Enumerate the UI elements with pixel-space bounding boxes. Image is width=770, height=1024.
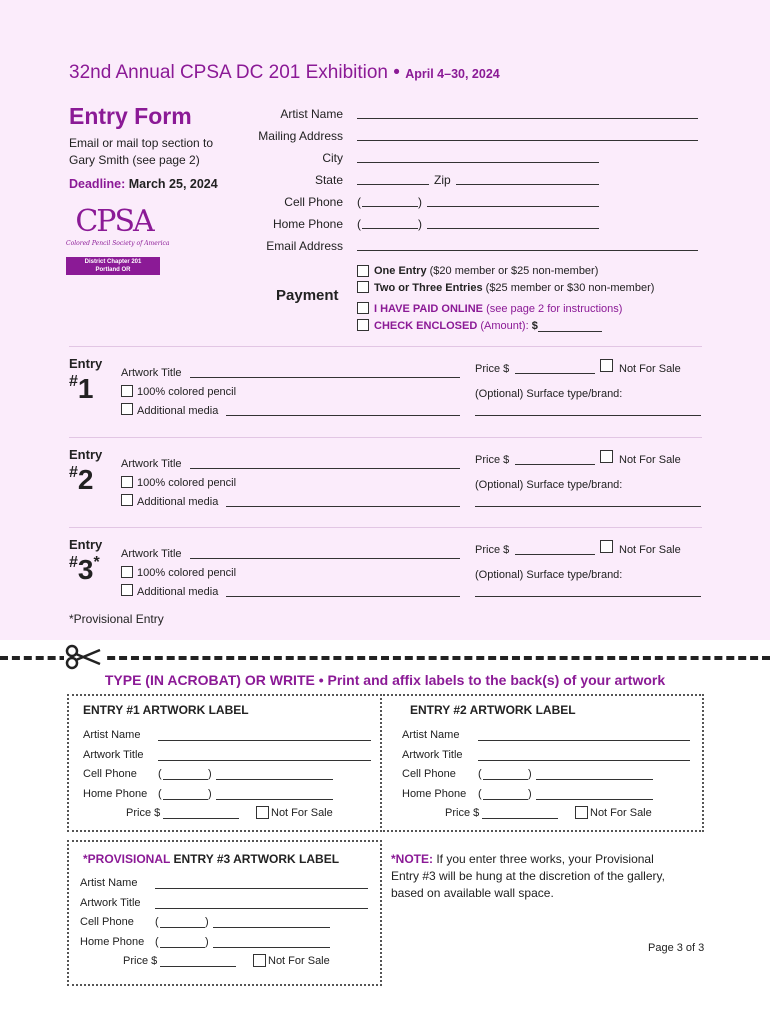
colored-pencil-label: 100% colored pencil	[137, 386, 237, 398]
colored-pencil-label: 100% colored pencil	[137, 567, 237, 579]
price-field[interactable]	[515, 543, 595, 555]
zip-label: Zip	[434, 173, 451, 187]
label-cell-phone-area-code-field[interactable]	[160, 916, 205, 928]
additional-media-field[interactable]	[226, 585, 460, 597]
not-for-sale-label: Not For Sale	[619, 454, 681, 466]
entry-hash: #	[69, 373, 78, 390]
surface-field[interactable]	[475, 404, 701, 416]
label-not-for-sale-text: Not For Sale	[271, 807, 333, 819]
label-not-for-sale-checkbox[interactable]	[575, 806, 588, 819]
form-title: Entry Form	[69, 103, 192, 129]
label-title: ENTRY #1 ARTWORK LABEL	[83, 703, 249, 717]
logo-letters: CPSA	[75, 204, 153, 239]
label-artist-name-field[interactable]	[155, 877, 368, 889]
price-text: Price	[475, 454, 501, 466]
home-area-close: )	[418, 217, 422, 231]
exhibition-title	[69, 62, 500, 84]
price-text: Price	[475, 544, 501, 556]
area-close: )	[528, 768, 532, 780]
label-cell-phone-field[interactable]	[536, 768, 653, 780]
label-cell-phone-label: Cell Phone	[402, 768, 456, 780]
area-close: )	[208, 787, 212, 800]
label-artwork-title-field[interactable]	[478, 749, 690, 761]
exhibition-dates: April 4–30, 2024	[405, 67, 500, 81]
area-close: )	[205, 935, 209, 948]
label-artist-name-label: Artist Name	[402, 729, 460, 741]
price-dollar: $	[503, 363, 510, 375]
not-for-sale-label: Not For Sale	[619, 544, 681, 556]
label-cell-phone-field[interactable]	[213, 916, 330, 928]
label-home-phone-field[interactable]	[536, 788, 653, 800]
logo-chapter-line-1: District Chapter 201	[84, 259, 142, 265]
label-home-phone-field[interactable]	[213, 936, 330, 948]
one-entry-option	[374, 265, 598, 277]
note-line-1: If you enter three works, your Provisional	[436, 852, 654, 866]
labels-heading: TYPE (IN ACROBAT) OR WRITE • Print and affix labels to the back(s) of your artwork	[104, 672, 666, 688]
paid-online-checkbox[interactable]	[357, 302, 369, 314]
additional-media-field[interactable]	[226, 404, 460, 416]
entry-heading: Entry	[69, 537, 103, 552]
not-for-sale-label: Not For Sale	[619, 363, 681, 375]
home-area-open: (	[357, 217, 361, 231]
area-close: )	[528, 787, 532, 800]
cpsa-logo	[66, 204, 170, 285]
label-not-for-sale-text: Not For Sale	[268, 955, 330, 967]
paid-online-label: I HAVE PAID ONLINE	[374, 303, 483, 315]
surface-label: (Optional) Surface type/brand:	[475, 388, 623, 400]
logo-chapter-line-2: Portland OR	[95, 267, 131, 273]
price-field[interactable]	[515, 453, 595, 465]
area-close: )	[205, 916, 209, 928]
label-home-phone-area-code-field[interactable]	[483, 788, 528, 800]
price-dollar: $	[503, 544, 510, 556]
home-area-code-field[interactable]	[362, 217, 418, 229]
logo-chapter-badge	[66, 257, 160, 275]
label-not-for-sale-text: Not For Sale	[590, 807, 652, 819]
label-home-phone-area-code-field[interactable]	[160, 936, 205, 948]
entry-hash: #	[69, 554, 78, 571]
note-line-3: based on available wall space.	[391, 886, 554, 900]
one-entry-label: One Entry	[374, 265, 427, 277]
provisional-prefix: *PROVISIONAL	[83, 852, 171, 866]
not-for-sale-checkbox[interactable]	[600, 450, 613, 463]
area-open: (	[478, 787, 482, 800]
two-three-entries-label: Two or Three Entries	[374, 282, 483, 294]
cell-area-code-field[interactable]	[362, 195, 418, 207]
label-price-label: Price $	[126, 807, 161, 819]
label-artist-name-label: Artist Name	[83, 729, 141, 741]
page-number: Page 3 of 3	[648, 942, 705, 954]
state-field[interactable]	[357, 173, 429, 185]
label-artwork-title-field[interactable]	[158, 749, 371, 761]
entry-number	[69, 554, 100, 586]
check-enclosed-checkbox[interactable]	[357, 319, 369, 331]
colored-pencil-checkbox[interactable]	[121, 385, 133, 397]
deadline-label: Deadline:	[69, 177, 126, 191]
price-text: Price	[475, 363, 501, 375]
label-artist-name-field[interactable]	[158, 729, 371, 741]
colored-pencil-checkbox[interactable]	[121, 476, 133, 488]
label-artwork-title-label: Artwork Title	[402, 748, 463, 761]
artwork-title-label: Artwork Title	[121, 548, 182, 560]
two-three-entries-option	[374, 282, 654, 294]
additional-media-field[interactable]	[226, 495, 460, 507]
price-field[interactable]	[515, 362, 595, 374]
state-label: State	[314, 173, 343, 187]
scissors-icon	[64, 642, 104, 672]
instructions-line-1: Email or mail top section to	[69, 136, 214, 150]
additional-media-checkbox[interactable]	[121, 494, 133, 506]
artwork-title-field[interactable]	[190, 547, 460, 559]
submission-instructions	[69, 135, 213, 169]
area-open: (	[478, 768, 482, 780]
label-home-phone-field[interactable]	[216, 788, 333, 800]
label-price-label: Price $	[123, 955, 158, 967]
entry-3-label-title	[83, 852, 339, 866]
label-price-field[interactable]	[482, 807, 558, 819]
two-three-entries-price: ($25 member or $30 non-member)	[485, 282, 655, 294]
additional-media-checkbox[interactable]	[121, 403, 133, 415]
entry-hash: #	[69, 464, 78, 481]
area-open: (	[158, 787, 162, 800]
home-phone-field[interactable]	[427, 217, 599, 229]
artwork-title-label: Artwork Title	[121, 367, 182, 379]
label-cell-phone-area-code-field[interactable]	[163, 768, 208, 780]
mailing-address-label: Mailing Address	[258, 129, 343, 143]
one-entry-checkbox[interactable]	[357, 265, 369, 277]
cell-phone-label: Cell Phone	[284, 195, 343, 209]
additional-media-label: Additional media	[137, 496, 219, 508]
check-amount-label: (Amount):	[480, 320, 529, 332]
label-artwork-title-field[interactable]	[155, 897, 368, 909]
label-home-phone-area-code-field[interactable]	[163, 788, 208, 800]
check-enclosed-option	[374, 320, 538, 332]
entry-number	[69, 373, 93, 405]
cut-line	[0, 656, 770, 660]
entry-divider	[69, 527, 702, 528]
email-address-field[interactable]	[357, 239, 698, 251]
entry-divider	[69, 346, 702, 347]
entry-number-value: 2	[77, 464, 94, 495]
area-open: (	[158, 768, 162, 780]
entry-heading: Entry	[69, 447, 103, 462]
colored-pencil-label: 100% colored pencil	[137, 477, 237, 489]
label-price-field[interactable]	[160, 955, 236, 967]
provisional-entry-note: *Provisional Entry	[69, 612, 164, 626]
note-line-2: Entry #3 will be hung at the discretion of the gallery,	[391, 869, 665, 883]
surface-field[interactable]	[475, 495, 701, 507]
label-cell-phone-label: Cell Phone	[80, 916, 134, 928]
logo-subtitle: Colored Pencil Society of America	[66, 240, 170, 247]
one-entry-price: ($20 member or $25 non-member)	[429, 265, 599, 277]
entry-number	[69, 464, 93, 496]
not-for-sale-checkbox[interactable]	[600, 359, 613, 372]
label-artist-name-label: Artist Name	[80, 877, 138, 889]
check-amount-field[interactable]	[538, 320, 602, 332]
two-three-entries-checkbox[interactable]	[357, 281, 369, 293]
label-cell-phone-field[interactable]	[216, 768, 333, 780]
entry-provisional-star: *	[93, 554, 100, 571]
email-address-label: Email Address	[266, 239, 343, 253]
colored-pencil-checkbox[interactable]	[121, 566, 133, 578]
label-price-field[interactable]	[163, 807, 239, 819]
note-label: *NOTE:	[391, 852, 433, 866]
surface-label: (Optional) Surface type/brand:	[475, 569, 623, 581]
paid-online-note: (see page 2 for instructions)	[486, 303, 623, 315]
label-home-phone-label: Home Phone	[83, 787, 148, 800]
deadline-value: March 25, 2024	[128, 177, 218, 191]
entry-heading: Entry	[69, 356, 103, 371]
cell-area-close: )	[418, 195, 422, 209]
home-phone-label: Home Phone	[272, 217, 343, 231]
exhibition-name: 32nd Annual CPSA DC 201 Exhibition •	[69, 62, 400, 83]
label-not-for-sale-checkbox[interactable]	[256, 806, 269, 819]
provisional-note-block	[391, 851, 665, 902]
paid-online-option	[374, 303, 622, 315]
label-artwork-title-label: Artwork Title	[83, 748, 144, 761]
label-cell-phone-area-code-field[interactable]	[483, 768, 528, 780]
artwork-title-field[interactable]	[190, 457, 460, 469]
price-label	[475, 454, 509, 466]
area-close: )	[208, 768, 212, 780]
label-artwork-title-label: Artwork Title	[80, 896, 141, 909]
label-price-label: Price $	[445, 807, 480, 819]
label-home-phone-label: Home Phone	[402, 787, 467, 800]
city-field[interactable]	[357, 151, 599, 163]
artwork-title-field[interactable]	[190, 366, 460, 378]
instructions-line-2: Gary Smith (see page 2)	[69, 153, 200, 167]
additional-media-checkbox[interactable]	[121, 584, 133, 596]
additional-media-label: Additional media	[137, 586, 219, 598]
artist-name-field[interactable]	[357, 107, 698, 119]
entry-divider	[69, 437, 702, 438]
price-dollar: $	[503, 454, 510, 466]
mailing-address-field[interactable]	[357, 129, 698, 141]
additional-media-label: Additional media	[137, 405, 219, 417]
city-label: City	[322, 151, 343, 165]
entry-3-title-text: ENTRY #3 ARTWORK LABEL	[173, 852, 340, 866]
label-cell-phone-label: Cell Phone	[83, 768, 137, 780]
area-open: (	[155, 935, 159, 948]
surface-field[interactable]	[475, 585, 701, 597]
area-open: (	[155, 916, 159, 928]
entry-number-value: 3	[77, 554, 94, 585]
artwork-title-label: Artwork Title	[121, 458, 182, 470]
not-for-sale-checkbox[interactable]	[600, 540, 613, 553]
cell-phone-field[interactable]	[427, 195, 599, 207]
payment-label: Payment	[276, 287, 339, 304]
price-label	[475, 363, 509, 375]
label-home-phone-label: Home Phone	[80, 935, 145, 948]
artist-name-label: Artist Name	[280, 107, 343, 121]
check-enclosed-label: CHECK ENCLOSED	[374, 320, 478, 332]
check-dollar-sign: $	[531, 320, 538, 332]
price-label	[475, 544, 509, 556]
zip-field[interactable]	[456, 173, 599, 185]
surface-label: (Optional) Surface type/brand:	[475, 479, 623, 491]
label-artist-name-field[interactable]	[478, 729, 690, 741]
cell-area-open: (	[357, 195, 361, 209]
label-title: ENTRY #2 ARTWORK LABEL	[410, 703, 576, 717]
entry-number-value: 1	[77, 373, 94, 404]
label-not-for-sale-checkbox[interactable]	[253, 954, 266, 967]
